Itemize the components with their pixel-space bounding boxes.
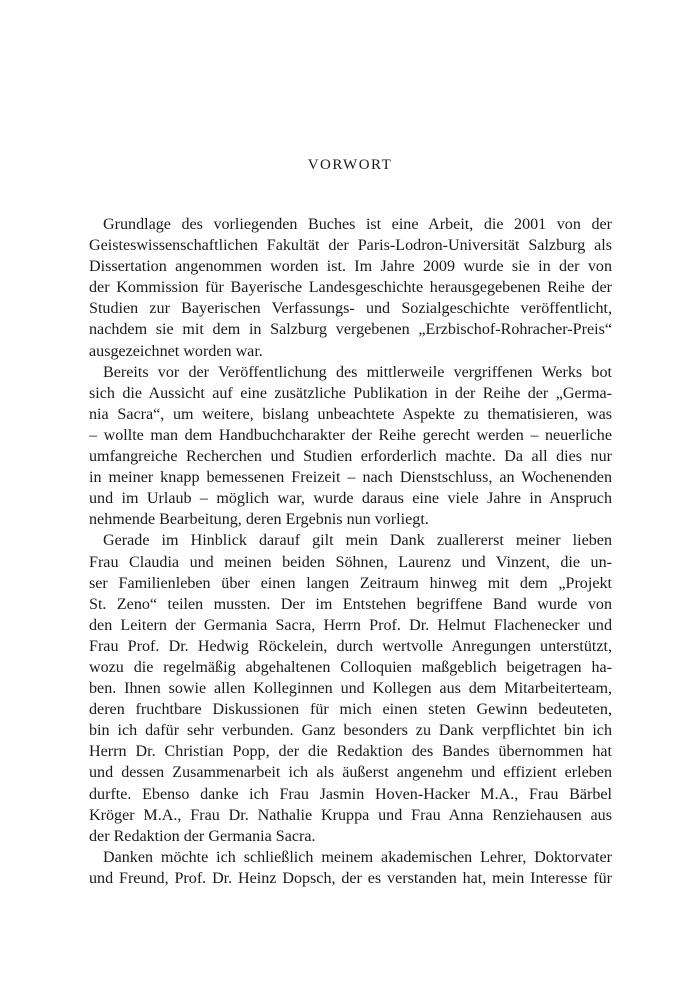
text-line: in meiner knapp bemessenen Freizeit – nach Dienstschluss, an Wochenenden <box>89 469 612 487</box>
text-line: wozu die regelmäßig abgehaltenen Colloquien maßgeblich beigetragen ha- <box>89 658 612 676</box>
text-line: sich die Aussicht auf eine zusätzliche Publikation in der Reihe der „Germa- <box>89 384 612 402</box>
text-line: ser Familienleben über einen langen Zeitraum hinweg mit dem „Projekt <box>89 574 612 592</box>
text-line: Grundlage des vorliegenden Buches ist eine Arbeit, die 2001 von der <box>103 216 612 233</box>
text-line: der Redaktion der Germania Sacra. <box>89 827 316 845</box>
text-line: umfangreiche Recherchen und Studien erforderlich machte. Da all dies nur <box>89 448 612 466</box>
paragraph-2 <box>89 362 612 531</box>
text-line: – wollte man dem Handbuchcharakter der Reihe gerecht werden – neuerliche <box>89 426 612 444</box>
body-text <box>89 214 612 889</box>
text-line: Gerade im Hinblick darauf gilt mein Dank zuallererst meiner lieben <box>103 532 612 550</box>
paragraph-4 <box>89 847 612 889</box>
text-line: Frau Prof. Dr. Hedwig Röckelein, durch wertvolle Anregungen unterstützt, <box>89 637 612 655</box>
text-line: Geisteswissenschaftlichen Fakultät der Paris-Lodron-Universität Salzburg als <box>89 237 612 255</box>
paragraph-3 <box>89 530 612 846</box>
text-line: durfte. Ebenso danke ich Frau Jasmin Hoven-Hacker M.A., Frau Bärbel <box>89 785 612 803</box>
text-line: und Freund, Prof. Dr. Heinz Dopsch, der es verstanden hat, mein Interesse für <box>89 869 612 887</box>
text-line: und dessen Zusammenarbeit ich als äußerst angenehm und effizient erleben <box>89 764 612 782</box>
text-line: Frau Claudia und meinen beiden Söhnen, Laurenz und Vinzent, die un- <box>89 553 612 571</box>
text-line: und im Urlaub – möglich war, wurde daraus eine viele Jahre in Anspruch <box>89 490 612 508</box>
text-line: Danken möchte ich schließlich meinem akademischen Lehrer, Doktorvater <box>103 848 612 866</box>
text-line: nia Sacra“, um weitere, bislang unbeachtete Aspekte zu thematisieren, was <box>89 405 612 423</box>
paragraph-1 <box>89 214 612 362</box>
text-line: ausgezeichnet worden war. <box>89 342 263 360</box>
text-line: Herrn Dr. Christian Popp, der die Redaktion des Bandes übernommen hat <box>89 743 612 761</box>
text-line: St. Zeno“ teilen mussten. Der im Entstehen begriffene Band wurde von <box>89 595 612 613</box>
text-line: Bereits vor der Veröffentlichung des mittlerweile vergriffenen Werks bot <box>103 363 612 381</box>
text-line: bin ich dafür sehr verbunden. Ganz besonders zu Dank verpflichtet bin ich <box>89 722 612 740</box>
text-line: ben. Ihnen sowie allen Kolleginnen und Kollegen aus dem Mitarbeiterteam, <box>89 680 612 698</box>
text-line: Dissertation angenommen worden ist. Im Jahre 2009 wurde sie in der von <box>89 258 612 276</box>
page-title: VORWORT <box>307 157 393 173</box>
text-line: den Leitern der Germania Sacra, Herrn Prof. Dr. Helmut Flachenecker und <box>89 616 612 634</box>
text-line: nachdem sie mit dem in Salzburg vergebenen „Erzbischof-Rohracher-Preis“ <box>89 321 612 339</box>
text-line: Studien zur Bayerischen Verfassungs- und Sozialgeschichte veröffentlicht, <box>89 300 612 318</box>
text-line: der Kommission für Bayerische Landesgeschichte herausgegebenen Reihe der <box>89 279 612 297</box>
text-line: Kröger M.A., Frau Dr. Nathalie Kruppa und Frau Anna Renziehausen aus <box>89 806 612 824</box>
text-line: nehmende Bearbeitung, deren Ergebnis nun vorliegt. <box>89 511 429 529</box>
text-line: deren fruchtbare Diskussionen für mich einen steten Gewinn bedeuteten, <box>89 701 612 719</box>
